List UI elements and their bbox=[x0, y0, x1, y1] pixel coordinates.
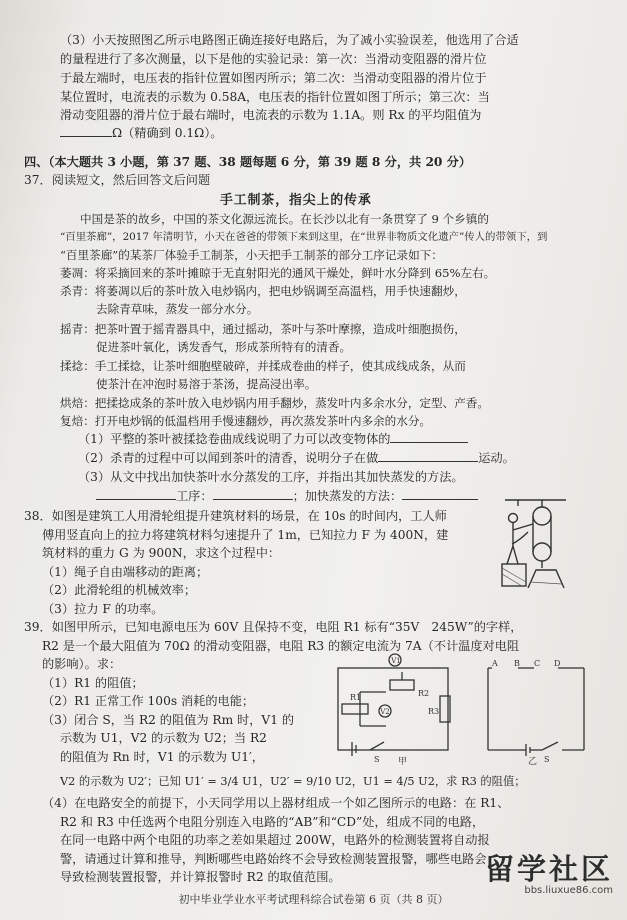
s-label: S bbox=[544, 755, 550, 764]
watermark-brand: 留学社区 bbox=[484, 852, 613, 886]
circuit-jia bbox=[330, 650, 460, 765]
q37-2-tail: 运动。 bbox=[478, 451, 515, 465]
q39-line3: 的影响）。求： bbox=[42, 657, 122, 671]
q36-3-line4: 某位置时，电流表的示数为 0.58A，电压表的指针位置如图丁所示；第三次：当 bbox=[60, 90, 490, 104]
q39-line2: R2 是一个最大阻值为 70Ω 的滑动变阻器，电阻 R3 的额定电流为 7A（不计温度对电阻 bbox=[42, 639, 520, 653]
passage-line: “百里茶廊”的某茶厂体验手工制茶，小天把手工制茶的部分工序记录如下： bbox=[60, 248, 443, 262]
q37-1-row bbox=[78, 432, 468, 447]
r1-label: R1 bbox=[350, 693, 362, 702]
passage-step: 萎凋：将采摘回来的茶叶摊晾于无直射阳光的通风干燥处，鲜叶水分降到 65%左右。 bbox=[60, 266, 496, 280]
q37-2: （2）杀青的过程中可以闻到茶叶的清香，说明分子在做 bbox=[78, 451, 379, 465]
site-watermark bbox=[485, 847, 613, 896]
q36-3-answer-row bbox=[60, 126, 223, 141]
terminal-c: C bbox=[534, 659, 541, 668]
q37-1: （1）平整的茶叶被揉捻卷曲成线说明了力可以改变物体的 bbox=[78, 432, 391, 446]
terminal-d: D bbox=[554, 659, 561, 668]
q38-1: （1）绳子自由端移动的距离； bbox=[42, 565, 209, 579]
q36-3-line1: （3）小天按照图乙所示电路图正确连接好电路后，为了减小实验误差，他选用了合适 bbox=[60, 33, 519, 47]
q36-3-line5: 滑动变阻器的滑片位于最右端时，电流表的示数为 1.1A。则 Rx 的平均阻值为 bbox=[60, 108, 482, 122]
answer-blank[interactable] bbox=[96, 499, 176, 500]
v1-label: V1 bbox=[391, 657, 401, 665]
r1-resistor-icon bbox=[342, 704, 368, 714]
passage-line: “百里茶廊”，2017 年清明节，小天在爸爸的带领下来到这里，在“世界非物质文化遗产”传人的带领下，到 bbox=[60, 231, 548, 243]
answer-blank[interactable] bbox=[213, 499, 293, 500]
passage-step-cont: 促进茶叶氧化，诱发香气，形成茶所特有的清香。 bbox=[96, 340, 352, 354]
passage-title: 手工制茶，指尖上的传承 bbox=[220, 193, 372, 208]
terminal-b: B bbox=[514, 659, 520, 668]
worker-icon bbox=[509, 514, 518, 523]
passage-step: 复焙：打开电炒锅的低温档用手慢速翻炒，再次蒸发茶叶内多余的水分。 bbox=[60, 414, 432, 428]
q39-1: （1）R1 的阻值； bbox=[42, 676, 144, 690]
passage-step-cont: 去除青草味，蒸发一部分水分。 bbox=[96, 302, 259, 316]
fixed-pulley-icon bbox=[533, 507, 551, 525]
r3-label: R3 bbox=[428, 707, 440, 716]
answer-blank[interactable] bbox=[402, 499, 478, 500]
q37-stem: 37．阅读短文，然后回答文后问题 bbox=[24, 173, 211, 187]
q39-4-line5: 导致检测装置报警，并计算报警时 R2 的取值范围。 bbox=[60, 870, 341, 884]
watermark-url: bbs.liuxue86.com bbox=[524, 885, 613, 896]
q37-3: （3）从文中找出加快茶叶水分蒸发的工序，并指出其加快蒸发的方法。 bbox=[78, 470, 464, 484]
q39-4-line3: 在同一电路中两个电阻的功率之差如果超过 200W，电路外的检测装置将自动报 bbox=[60, 833, 490, 847]
q36-3-line6: Ω（精确到 0.1Ω）。 bbox=[112, 126, 223, 140]
q39-3-line4: V2 的示数为 U2′；已知 U1′ = 3/4 U1，U2′ = 9/10 U2，U1 = 4/5 U2，求 R3 的阻值； bbox=[60, 775, 526, 788]
q39-3-line2: 示数为 U1，V2 的示数为 U2；当 R2 bbox=[60, 731, 267, 745]
passage-step: 揉捻：手工揉捻，让茶叶细胞壁破碎，并揉成卷曲的样子，使其成线成条，从而 bbox=[60, 359, 466, 373]
answer-blank[interactable] bbox=[378, 461, 478, 462]
q37-3-label-b: ；加快蒸发的方法： bbox=[292, 489, 403, 503]
q36-3-line3: 于最左端时，电压表的指针位置如图丙所示；第二次：当滑动变阻器的滑片位于 bbox=[60, 71, 487, 85]
terminal-a: A bbox=[492, 659, 498, 668]
page-footer: 初中毕业学业水平考试理科综合试卷第 6 页（共 8 页） bbox=[178, 893, 449, 906]
passage-step-cont: 使茶汁在冲泡时易溶于茶汤，提高浸出率。 bbox=[96, 377, 317, 391]
q39-line1: 39．如图甲所示，已知电源电压为 60V 且保持不变，电阻 R1 标有“35V 245W”的字样， bbox=[24, 620, 523, 634]
q39-3-line3: 的阻值为 Rn 时，V1 的示数为 U1′， bbox=[60, 750, 264, 764]
passage-step: 摇青：把茶叶置于摇青器具中，通过摇动，茶叶与茶叶摩擦，造成叶细胞损伤， bbox=[60, 322, 466, 336]
movable-pulley-icon bbox=[533, 543, 551, 561]
q37-3-label-a: 工序： bbox=[176, 489, 213, 503]
q39-3-line1: （3）闭合 S，当 R2 的阻值为 Rm 时，V1 的 bbox=[42, 713, 295, 727]
answer-blank[interactable] bbox=[390, 442, 468, 443]
q38-line3: 筑材料的重力 G 为 900N，求这个过程中： bbox=[42, 546, 281, 560]
switch-s-icon bbox=[370, 742, 384, 750]
q37-2-row bbox=[78, 451, 515, 466]
v2-label: V2 bbox=[380, 708, 390, 716]
q39-4-line1: （4）在电路安全的前提下，小天同学用以上器材组成一个如乙图所示的电路：在 R1、 bbox=[42, 796, 510, 810]
passage-line: 中国是茶的故乡，中国的茶文化源远流长。在长沙以北有一条贯穿了 9 个乡镇的 bbox=[80, 212, 489, 226]
pulley-figure bbox=[500, 496, 600, 592]
q37-3-answer-row bbox=[96, 489, 478, 504]
switch-s-icon bbox=[542, 742, 558, 750]
q39-4-line4: 警，请通过计算和推导，判断哪些电路始终不会导致检测装置报警，哪些电路会 bbox=[60, 852, 487, 866]
figure-jia-caption: 甲 bbox=[398, 757, 408, 765]
answer-blank[interactable] bbox=[60, 136, 112, 137]
r2-resistor-icon bbox=[390, 680, 414, 690]
q38-line1: 38．如图是建筑工人用滑轮组提升建筑材料的场景，在 10s 的时间内，工人师 bbox=[24, 509, 447, 523]
s-label: S bbox=[374, 755, 380, 764]
r2-label: R2 bbox=[418, 689, 430, 698]
q36-3-line2: 的量程进行了多次测量，以下是他的实验记录：第一次：当滑动变阻器的滑片位 bbox=[60, 52, 487, 66]
circuit-yi bbox=[478, 650, 598, 765]
q39-2: （2）R1 正常工作 100s 消耗的电能； bbox=[42, 694, 255, 708]
q38-3: （3）拉力 F 的功率。 bbox=[42, 602, 164, 616]
q39-4-line2: R2 和 R3 中任选两个电阻分别连入电路的“AB”和“CD”处，组成不同的电路， bbox=[60, 815, 485, 829]
passage-step: 烘焙：把揉捻成条的茶叶放入电炒锅内用手翻炒，蒸发叶内多余水分，定型、产香。 bbox=[60, 396, 489, 410]
passage-step: 杀青：将萎凋以后的茶叶放入电炒锅内，把电炒锅调至高温档，用手快速翻炒， bbox=[60, 284, 466, 298]
figure-yi-caption: 乙 bbox=[528, 757, 538, 765]
q38-line2: 傅用竖直向上的拉力将建筑材料匀速提升了 1m，已知拉力 F 为 400N，建 bbox=[42, 528, 449, 542]
section-header: 四、（本大题共 3 小题，第 37 题、38 题每题 6 分，第 39 题 8 分，共 20 分） bbox=[24, 155, 472, 169]
q38-2: （2）此滑轮组的机械效率； bbox=[42, 583, 197, 597]
